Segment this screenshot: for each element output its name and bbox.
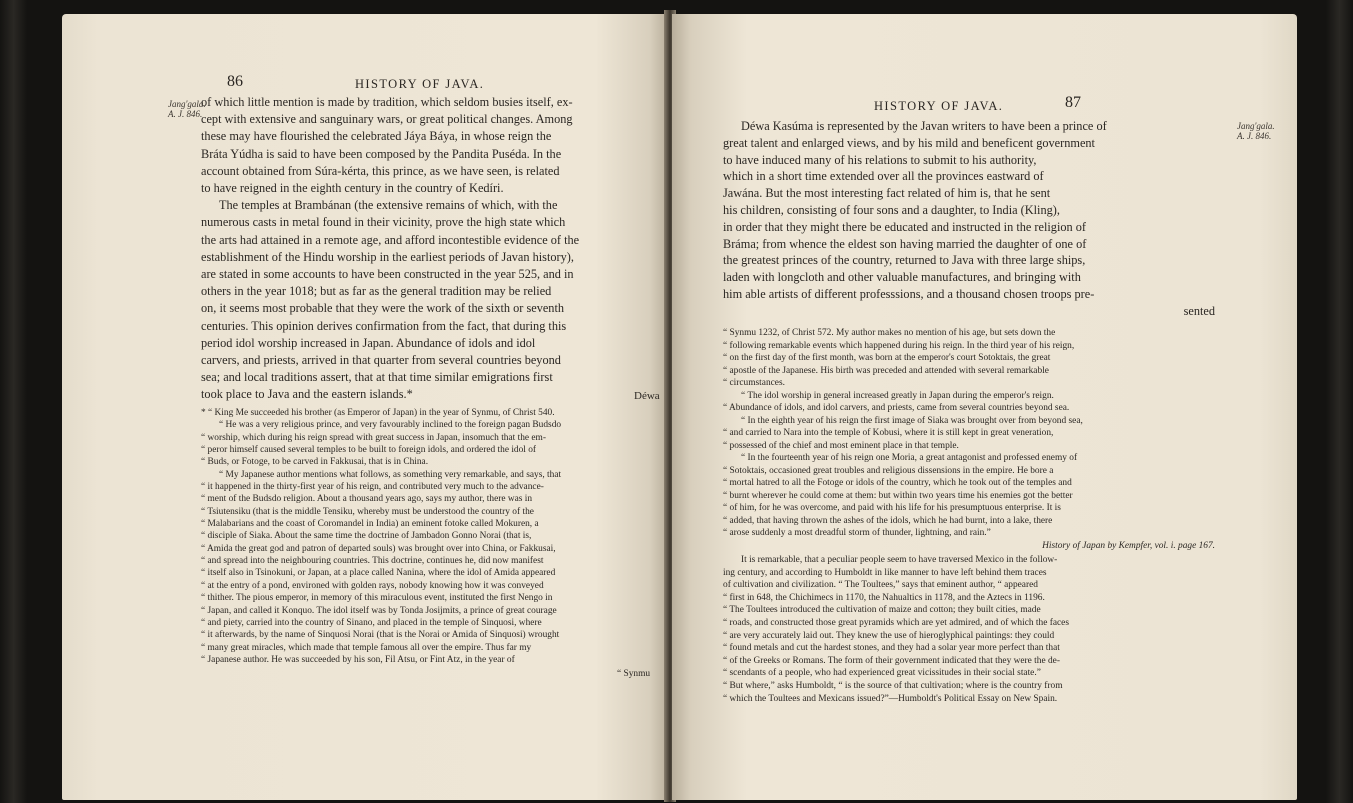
body-line: in order that they might there be educated and instructed in the religion of bbox=[723, 219, 1086, 234]
page-number: 86 bbox=[227, 73, 243, 90]
catchword-bottom: “ Synmu bbox=[617, 669, 651, 679]
footnote-line: “ disciple of Siaka. About the same time the doctrine of Jambadon Gonno Norai (that is, bbox=[201, 531, 532, 542]
body-line: The temples at Brambánan (the extensive remains of which, with the bbox=[219, 198, 558, 213]
catchword-top: Déwa bbox=[634, 390, 660, 402]
body-line: to have induced many of his relations to submit to his authority, bbox=[723, 152, 1037, 167]
footnote-line: “ circumstances. bbox=[723, 378, 785, 388]
footnote-line: “ In the fourteenth year of his reign one Moria, a great antagonist and professed enemy of bbox=[741, 453, 1078, 463]
body-line: account obtained from Súra-kérta, this prince, as we have seen, is related bbox=[201, 163, 560, 178]
body-line: others in the year 1018; but as far as the general tradition may be relied bbox=[201, 284, 552, 299]
footnote-line: “ Japanese author. He was succeeded by his son, Fil Atsu, or Fint Atz, in the year of bbox=[201, 654, 515, 665]
footnote-line: “ worship, which during his reign spread with great success in Japan, insomuch that the em- bbox=[201, 432, 546, 443]
body-line: are stated in some accounts to have been constructed in the year 525, and in bbox=[201, 267, 574, 282]
footnote-line: “ Amida the great god and patron of departed souls) was brought over into China, or Fakkusai, bbox=[201, 543, 556, 554]
footnote-line: “ thither. The pious emperor, in memory of this miraculous event, instituted the first Nengo in bbox=[201, 593, 553, 604]
footnote-line: “ Japan, and called it Konquo. The idol itself was by Tonda Josijmits, a prince of great courage bbox=[201, 605, 557, 616]
footnote-line: “ and carried to Nara into the temple of Kobusi, where it is still kept in great veneration, bbox=[723, 428, 1054, 438]
footnote-line: “ it happened in the thirty-first year of his reign, and contributed very much to the advance- bbox=[201, 482, 544, 493]
footnote-line: “ Tsiutensiku (that is the middle Tensiku, whereby must be understood the country of the bbox=[201, 506, 534, 517]
footnote-line: “ at the entry of a pond, environed with golden rays, nobody knowing how it was conveyed bbox=[201, 580, 544, 591]
footnote-line: “ many great miracles, which made that temple famous all over the empire. Thus far my bbox=[201, 642, 532, 653]
footnote-line: ing century, and according to Humboldt in like manner to have left behind them traces bbox=[723, 567, 1047, 578]
right-footnote-humboldt bbox=[723, 554, 1215, 705]
footnote-line: “ possessed of the chief and most eminent place in that temple. bbox=[723, 440, 959, 451]
running-head: HISTORY OF JAVA. bbox=[874, 99, 1004, 113]
footnote-line: “ roads, and constructed those great pyramids which are yet admired, and of which the faces bbox=[723, 617, 1069, 628]
footnote-line: “ on the first day of the first month, was born at the emperor's court Sotoktais, the great bbox=[723, 353, 1051, 363]
body-line: of which little mention is made by tradition, which seldom busies itself, ex- bbox=[201, 95, 573, 109]
left-page bbox=[62, 14, 668, 800]
footnote-line: It is remarkable, that a peculiar people seem to have traversed Mexico in the follow- bbox=[741, 555, 1058, 565]
body-line: sea; and local traditions assert, that at that time similar emigrations first bbox=[201, 370, 553, 385]
right-page bbox=[672, 14, 1297, 800]
body-line: his children, consisting of four sons and a daughter, to India (Kling), bbox=[723, 202, 1060, 217]
citation-text: History of Japan by Kempfer, vol. i. page 167. bbox=[1042, 541, 1215, 551]
left-body-text bbox=[201, 94, 657, 404]
margin-note-line: A. J. 846. bbox=[168, 109, 203, 119]
body-line: numerous casts in metal found in their vicinity, prove the high state which bbox=[201, 215, 566, 230]
left-footnote bbox=[201, 407, 657, 666]
footnote-line: “ Synmu 1232, of Christ 572. My author makes no mention of his age, but sets down the bbox=[723, 328, 1056, 338]
footnote-line: “ peror himself caused several temples to be built to foreign idols, and ordered the idol of bbox=[201, 445, 537, 456]
footnote-line: “ arose suddenly a most dreadful storm of thunder, lightning, and rain.” bbox=[723, 528, 991, 538]
body-line: sented bbox=[1183, 303, 1215, 318]
footnote-line: “ Abundance of idols, and idol carvers, and priests, came from several countries beyond sea. bbox=[723, 403, 1070, 413]
footnote-line: “ found metals and cut the hardest stones, and they had a solar year more perfect than that bbox=[723, 643, 1060, 654]
body-line: cept with extensive and sanguinary wars, or great political changes. Among bbox=[201, 112, 573, 127]
body-line: these may have flourished the celebrated Jáya Báya, in whose reign the bbox=[201, 129, 552, 144]
footnote-line: “ The Toultees introduced the cultivation of maize and cotton; they built cities, made bbox=[723, 605, 1041, 616]
footnote-line: * “ King Me succeeded his brother (as Emperor of Japan) in the year of Synmu, of Christ 540. bbox=[201, 408, 555, 418]
footnote-line: “ Malabarians and the coast of Coromandel in India) an eminent fotoke called Mokuren, a bbox=[201, 519, 539, 530]
body-line: establishment of the Hindu worship in the earliest periods of Javan history), bbox=[201, 249, 574, 264]
body-line: took place to Java and the eastern islands.* bbox=[201, 387, 413, 402]
body-line: Bráma; from whence the eldest son having married the daughter of one of bbox=[723, 236, 1087, 251]
footnote-line: “ first in 648, the Chichimecs in 1170, the Nahualtics in 1178, and the Aztecs in 1196. bbox=[723, 592, 1045, 603]
body-line: Jawána. But the most interesting fact related of him is, that he sent bbox=[723, 186, 1051, 201]
body-line: great talent and enlarged views, and by his mild and beneficent government bbox=[723, 135, 1095, 150]
body-line: centuries. This opinion derives confirmation from the fact, that during this bbox=[201, 318, 567, 333]
body-line: laden with longcloth and other valuable manufactures, and bringing with bbox=[723, 270, 1081, 285]
footnote-line: of cultivation and civilization. “ The Toultees,” says that eminent author, “ appeared bbox=[723, 580, 1038, 591]
body-line: Déwa Kasúma is represented by the Javan writers to have been a prince of bbox=[741, 119, 1107, 133]
right-footnote bbox=[723, 327, 1215, 540]
body-line: Bráta Yúdha is said to have been composed by the Pandita Puséda. In the bbox=[201, 146, 562, 161]
footnote-line: “ of the Greeks or Romans. The form of their government indicated that they were the de- bbox=[723, 655, 1060, 666]
footnote-line: “ of him, for he was overcome, and paid with his life for his presumptuous enterprise. It is bbox=[723, 503, 1061, 513]
body-line: to have reigned in the eighth century in the country of Kedíri. bbox=[201, 181, 504, 196]
footnote-citation bbox=[723, 540, 1215, 552]
body-line: on, it seems most probable that they were the work of the sixth or seventh bbox=[201, 301, 565, 316]
margin-note-line: A. J. 846. bbox=[1237, 131, 1272, 141]
body-line: carvers, and priests, arrived in that quarter from several countries beyond bbox=[201, 353, 561, 368]
body-line: which in a short time extended over all the provinces eastward of bbox=[723, 169, 1044, 184]
footnote-line: “ itself also in Tsinokuni, or Japan, at a place called Nanina, where the idol of Amida appeared bbox=[201, 568, 556, 579]
footnote-line: “ apostle of the Japanese. His birth was preceded and attended with several remarkable bbox=[723, 365, 1049, 376]
footnote-line: “ He was a very religious prince, and very favourably inclined to the foreign pagan Budsdo bbox=[219, 420, 562, 431]
footnote-line: “ In the eighth year of his reign the first image of Siaka was brought over from beyond sea, bbox=[741, 415, 1083, 426]
footnote-line: “ which the Toultees and Mexicans issued?”—Humboldt's Political Essay on New Spain. bbox=[723, 693, 1058, 704]
margin-note-line: Jang'gala. bbox=[1237, 121, 1275, 131]
footnote-line: “ following remarkable events which happened during his reign. In the third year of his reign, bbox=[723, 340, 1075, 351]
footnote-line: “ The idol worship in general increased greatly in Japan during the emperor's reign. bbox=[741, 390, 1054, 401]
footnote-line: “ it afterwards, by the name of Sinquosi Norai (that is the Norai or Amida of Sinquosi) wrought bbox=[201, 630, 560, 641]
footnote-line: “ mortal hatred to all the Fotoge or idols of the country, which he took out of the temples and bbox=[723, 478, 1072, 488]
footnote-line: “ and spread into the neighbouring countries. This doctrine, continues he, did now manifest bbox=[201, 556, 544, 567]
footnote-line: “ are very accurately laid out. They knew the use of hieroglyphical paintings: they could bbox=[723, 630, 1055, 641]
running-head: HISTORY OF JAVA. bbox=[355, 77, 485, 91]
footnote-line: “ and piety, carried into the country of Sinano, and placed in the temple of Sinquosi, where bbox=[201, 617, 542, 628]
footnote-line: “ burnt wherever he could come at them: but within two years time his enemies got the better bbox=[723, 490, 1073, 501]
footnote-line: “ ment of the Budsdo religion. About a thousand years ago, says my author, there was in bbox=[201, 494, 533, 505]
footnote-line: “ scendants of a people, who had experienced great vicissitudes in their social state.” bbox=[723, 668, 1041, 679]
footnote-line: “ But where,” asks Humboldt, “ is the source of that cultivation; where is the country from bbox=[723, 680, 1063, 691]
body-line: the arts had attained in a remote age, and afford incontestible evidence of the bbox=[201, 232, 580, 247]
margin-note bbox=[1237, 121, 1285, 141]
right-body-text bbox=[723, 118, 1215, 320]
margin-note-line: Jang'gala. bbox=[168, 99, 206, 109]
body-line: him able artists of different professsions, and a thousand chosen troops pre- bbox=[723, 286, 1095, 301]
footnote-line: “ Sotoktais, occasioned great troubles and religious dissensions in the empire. He bore a bbox=[723, 465, 1054, 476]
footnote-line: “ added, that having thrown the ashes of the idols, which he had burnt, into a lake, there bbox=[723, 515, 1053, 526]
footnote-line: “ Buds, or Fotoge, to be carved in Fakkusai, that is in China. bbox=[201, 457, 429, 468]
page-number: 87 bbox=[1065, 94, 1081, 111]
body-line: period idol worship increased in Japan. Abundance of idols and idol bbox=[201, 335, 536, 350]
body-line: the greatest princes of the country, returned to Java with three large ships, bbox=[723, 253, 1086, 268]
footnote-line: “ My Japanese author mentions what follows, as something very remarkable, and says, that bbox=[219, 469, 562, 480]
